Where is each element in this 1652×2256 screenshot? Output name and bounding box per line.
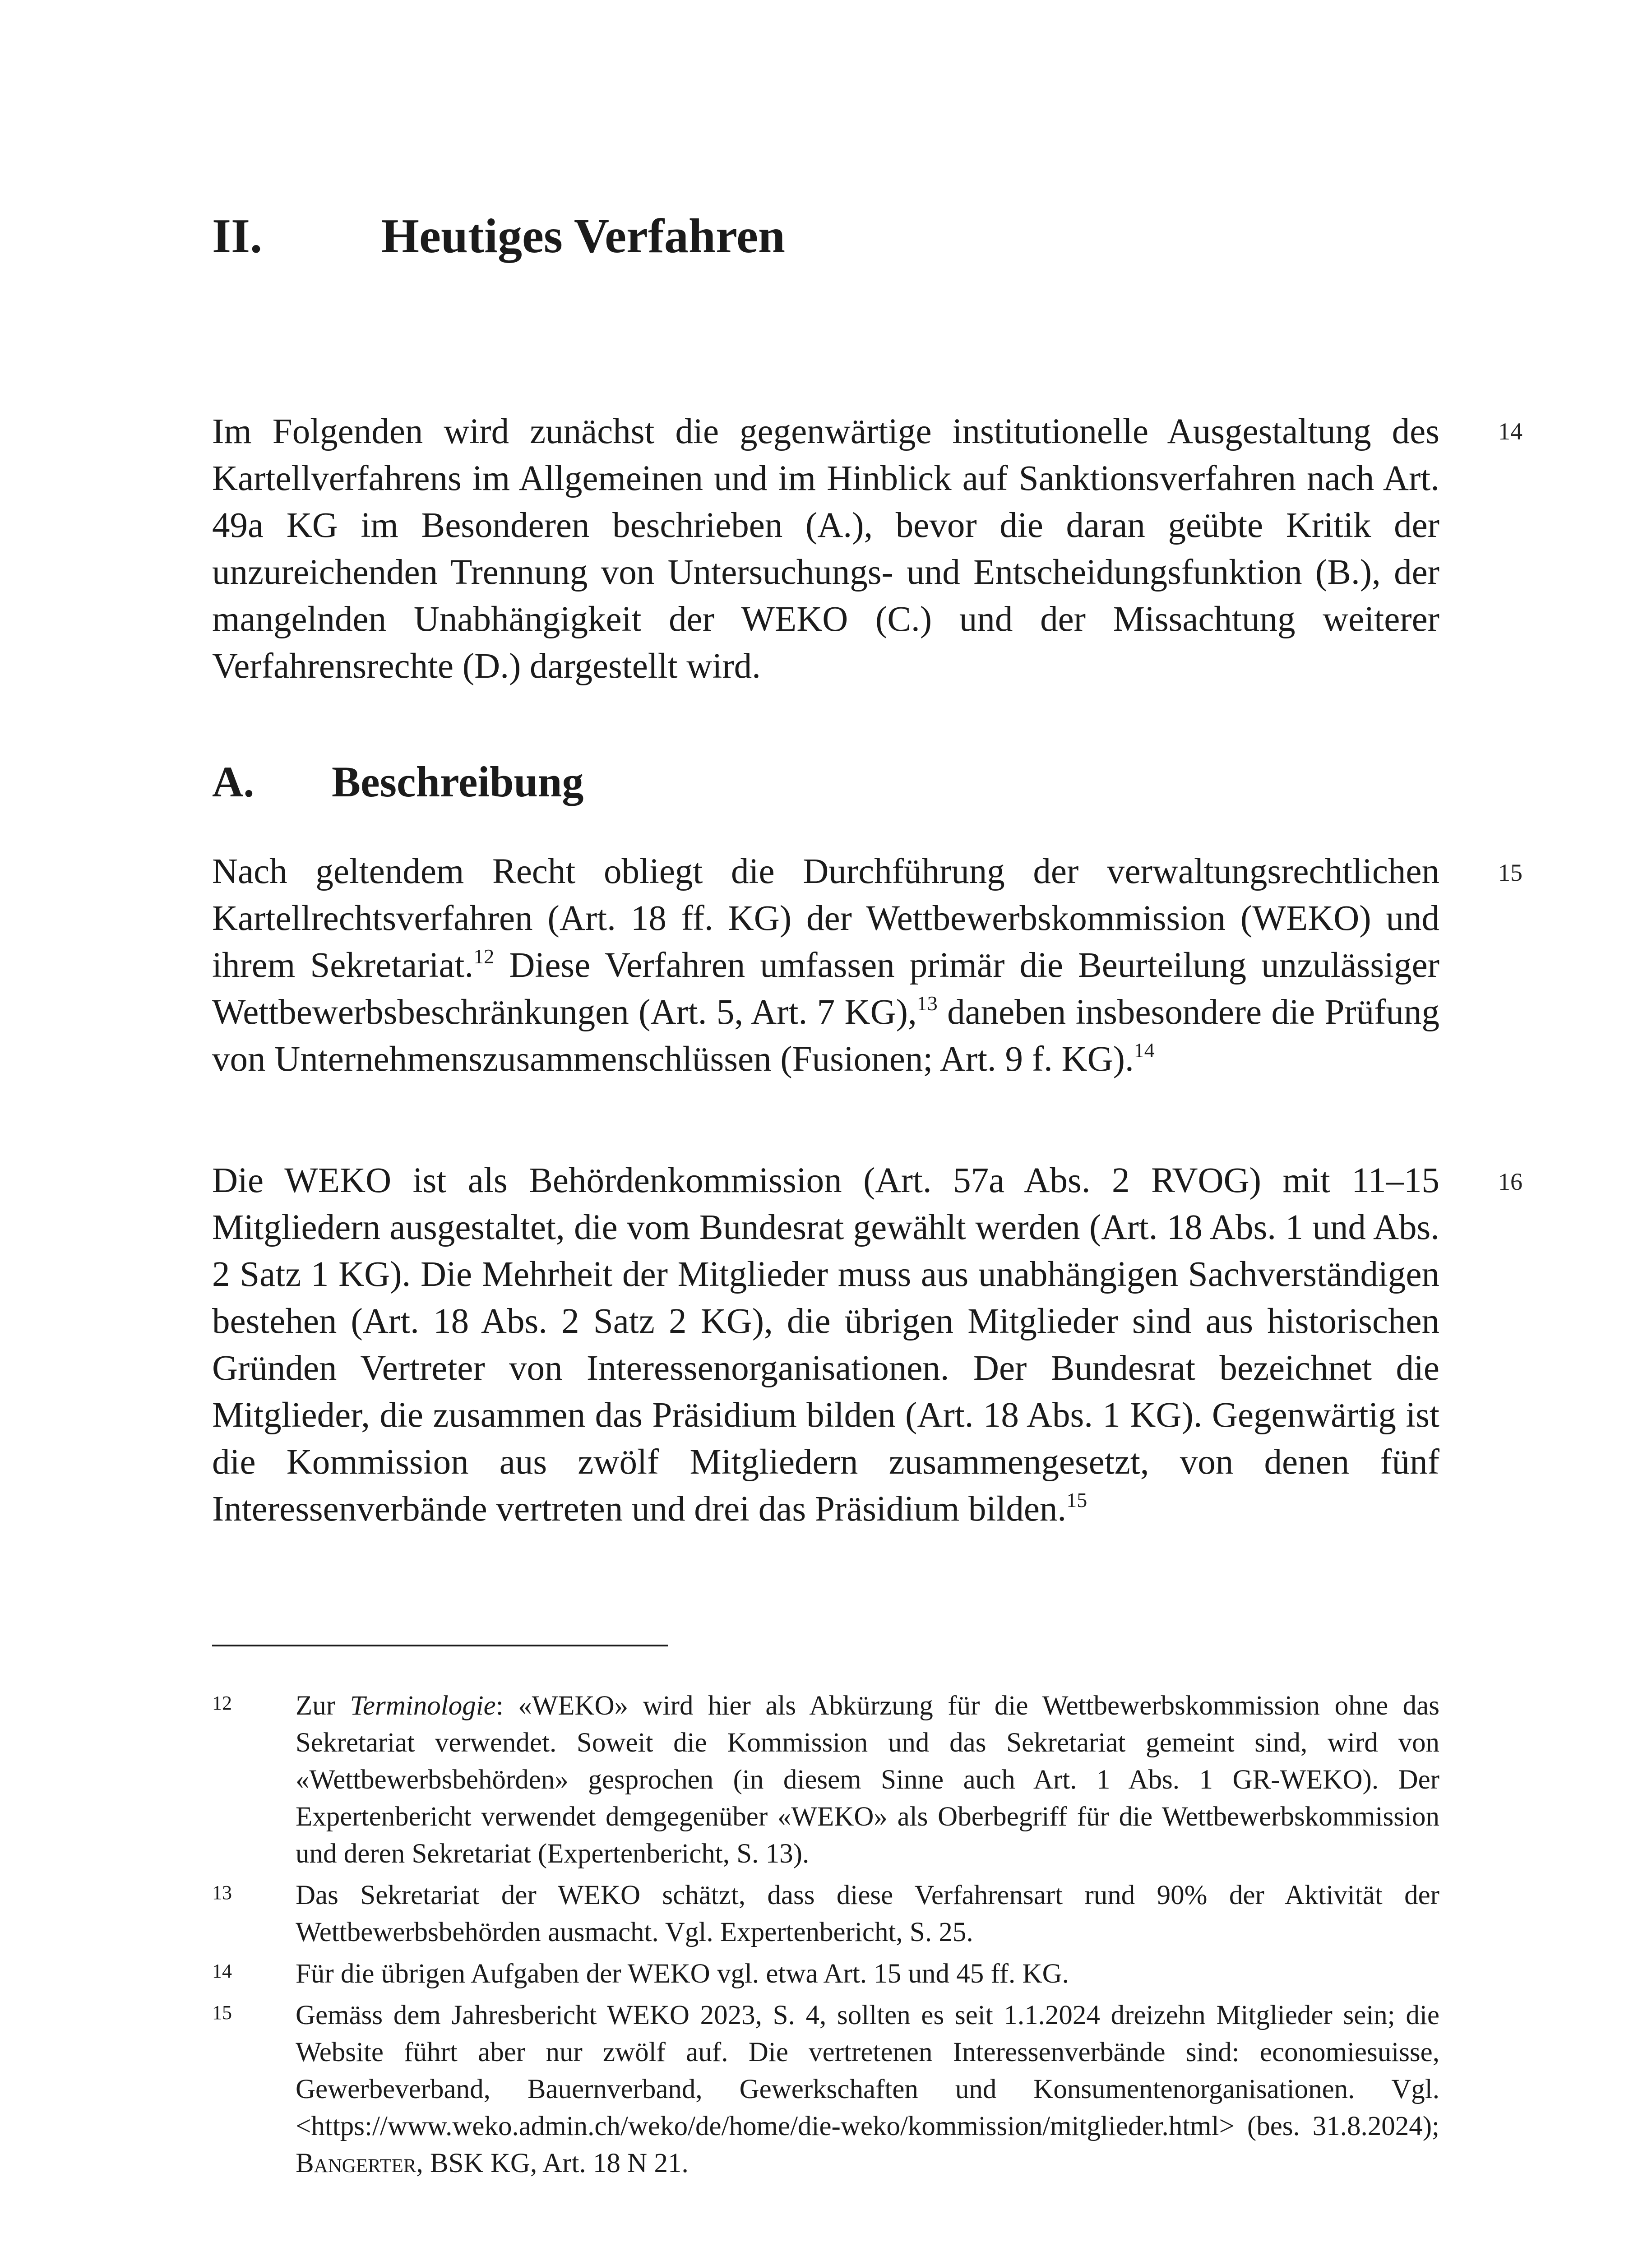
footnote-text (296, 1997, 1439, 2182)
chapter-title: Heutiges Verfahren (381, 209, 785, 263)
footnote-ref-14[interactable]: 14 (1134, 1039, 1155, 1062)
footnote-text: Für die übrigen Aufgaben der WEKO vgl. etwa Art. 15 und 45 ff. KG. (296, 1959, 1069, 1989)
footnote-ref-12[interactable]: 12 (473, 945, 495, 968)
chapter-heading (212, 210, 785, 264)
footnote-14 (212, 1956, 1439, 1992)
footnote-number: 14 (212, 1960, 232, 1982)
paragraph-text: Nach geltendem Recht obliegt die Durchführung der verwaltungsrechtlichen Kartellrechtsverfahren (Art. 18 ff. KG) der Wettbewerbskommission (WEKO) und ihrem Sekretariat. (212, 852, 1439, 985)
footnote-author: Bangerter (296, 2148, 416, 2178)
footnote-text (296, 1687, 1439, 1872)
footnote-12 (212, 1687, 1439, 1872)
footnote-lead: Zur (296, 1691, 350, 1721)
footnote-number: 13 (212, 1882, 232, 1904)
footnote-ref-13[interactable]: 13 (916, 992, 938, 1015)
section-title: Beschreibung (332, 758, 584, 806)
paragraph-15 (212, 848, 1439, 1083)
footnote-number: 12 (212, 1692, 232, 1714)
footnotes (212, 1687, 1439, 2187)
footnote-text: Das Sekretariat der WEKO schätzt, dass diese Verfahrensart rund 90% der Aktivität der Wettbewerbsbehörden ausmacht. Vgl. Expertenbericht, S. 25. (296, 1880, 1439, 1947)
margin-number-15: 15 (1498, 859, 1522, 886)
footnote-italic-term: Terminologie (350, 1691, 496, 1721)
section-heading (212, 758, 583, 806)
paragraph-text: Die WEKO ist als Behördenkommission (Art. 57a Abs. 2 RVOG) mit 11–15 Mitgliedern ausgestaltet, die vom Bundesrat gewählt werden (Art. 18 Abs. 1 und Abs. 2 Satz 1 KG). Die Mehrheit der Mitglieder muss aus unabhängigen Sachverständigen bestehen (Art. 18 Abs. 2 Satz 2 KG), die übrigen Mitglieder sind aus historischen Gründen Vertreter von Interessenorganisationen. Der Bundesrat bezeichnet die Mitglieder, die zusammen das Präsidium bilden (Art. 18 Abs. 1 KG). Gegenwärtig ist die Kommission aus zwölf Mitgliedern zusammengesetzt, von denen fünf Interessenverbände vertreten und drei das Präsidium bilden. (212, 1161, 1439, 1529)
paragraph-14: Im Folgenden wird zunächst die gegenwärtige institutionelle Ausgestaltung des Kartellverfahrens im Allgemeinen und im Hinblick auf Sanktionsverfahren nach Art. 49a KG im Besonderen beschrieben (A.), bevor die daran geübte Kritik der unzureichenden Trennung von Untersuchungs- und Entscheidungsfunktion (B.), der mangelnden Unabhängigkeit der WEKO (C.) und der Missachtung weiterer Verfahrensrechte (D.) dargestellt wird. (212, 412, 1439, 686)
margin-number-14: 14 (1498, 418, 1522, 445)
paragraph-16 (212, 1157, 1439, 1533)
paragraph-text: Diese Verfahren umfassen primär die Beurteilung unzulässiger Wettbewerbsbeschränkungen (Art. 5, Art. 7 KG), (212, 946, 1439, 1032)
footnote-tail: , BSK KG, Art. 18 N 21. (416, 2148, 689, 2178)
chapter-number: II. (212, 209, 263, 263)
paragraph-text: daneben insbesondere die Prüfung von Unternehmenszusammenschlüssen (Fusionen; Art. 9 f. KG). (212, 993, 1439, 1079)
footnote-ref-15[interactable]: 15 (1066, 1489, 1087, 1512)
footnote-body: Gemäss dem Jahresbericht WEKO 2023, S. 4, sollten es seit 1.1.2024 dreizehn Mitglieder sein; die Website führt aber nur zwölf auf. Die vertretenen Interessenverbände sind: economiesuisse, Gewerbeverband, Bauernverband, Gewerkschaften und Konsumentenorganisationen. Vgl. <https://www.weko.admin.ch/weko/de/home/die-weko/kommission/mitglieder.html> (bes. 31.8.2024); (296, 2000, 1439, 2141)
margin-number-16: 16 (1498, 1168, 1522, 1195)
footnote-body: : «WEKO» wird hier als Abkürzung für die Wettbewerbskommission ohne das Sekretariat verwendet. Soweit die Kommission und das Sekretariat gemeint sind, wird von «Wettbewerbsbehörden» gesprochen (in diesem Sinne auch Art. 1 Abs. 1 GR-WEKO). Der Expertenbericht verwendet demgegenüber «WEKO» als Oberbegriff für die Wettbewerbskommission und deren Sekretariat (Expertenbericht, S. 13). (296, 1691, 1439, 1869)
footnote-13 (212, 1877, 1439, 1951)
footnote-separator (212, 1645, 668, 1646)
footnote-15 (212, 1997, 1439, 2182)
footnote-number: 15 (212, 2002, 232, 2024)
section-number: A. (212, 758, 255, 806)
